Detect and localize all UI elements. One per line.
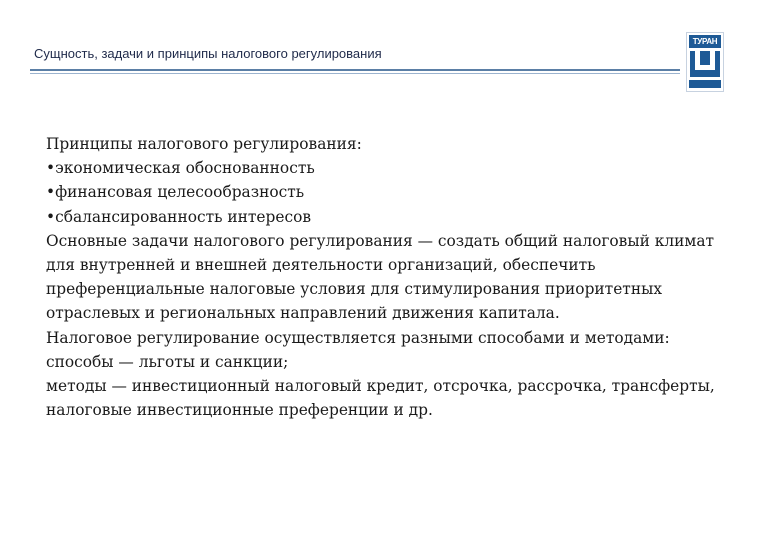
header-rule bbox=[30, 69, 680, 71]
principle-item: •сбалансированность интересов bbox=[46, 207, 312, 226]
tasks-paragraph: Основные задачи налогового регулирования — создать общий налоговый климат для внутренней и внешней деятельности организаций, обеспечить преференциальные налоговые условия для стимулирования приоритетных отраслевых и региональных направлений движения капитала. bbox=[46, 231, 715, 323]
turan-university-logo bbox=[686, 32, 724, 92]
slide-body bbox=[46, 132, 736, 422]
ways-line: способы — льготы и санкции; bbox=[46, 352, 289, 371]
principle-item: •экономическая обоснованность bbox=[46, 159, 315, 178]
logo-wordmark: ТУРАН bbox=[689, 35, 721, 48]
methods-line: методы — инвестиционный налоговый кредит, отсрочка, рассрочка, трансферты, налоговые инвестиционные преференции и др. bbox=[46, 377, 715, 420]
slide-title: Сущность, задачи и принципы налогового регулирования bbox=[34, 46, 382, 61]
logo-u-icon bbox=[690, 51, 720, 77]
principle-item: •финансовая целесообразность bbox=[46, 183, 305, 202]
logo-subtitle-bar bbox=[689, 80, 721, 88]
methods-intro: Налоговое регулирование осуществляется разными способами и методами: bbox=[46, 328, 670, 347]
header-rule-thin bbox=[30, 73, 680, 74]
principles-heading: Принципы налогового регулирования: bbox=[46, 135, 362, 153]
